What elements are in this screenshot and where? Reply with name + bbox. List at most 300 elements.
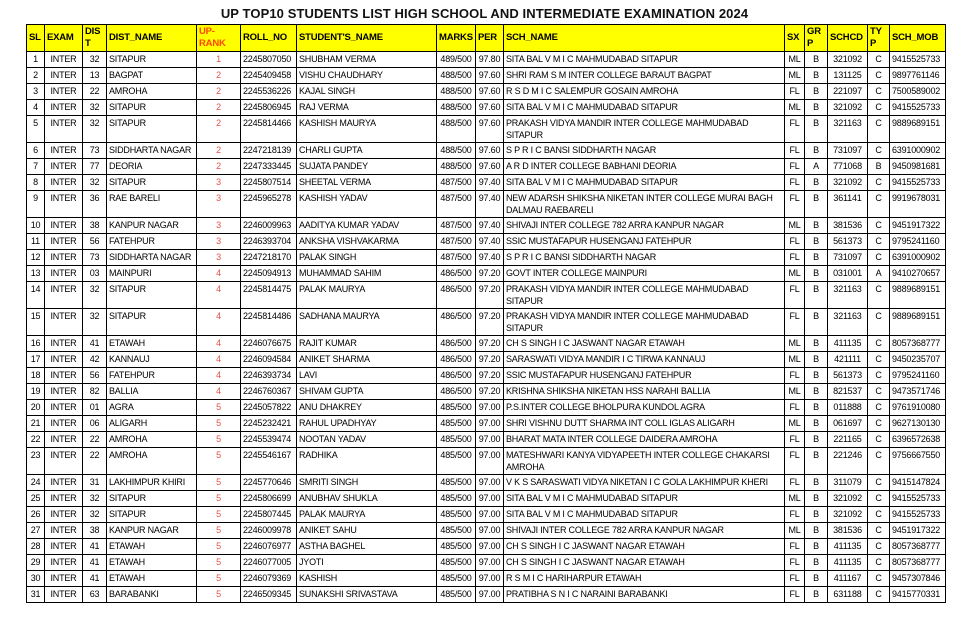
- cell-marks: 486/500: [437, 282, 476, 309]
- cell-marks: 485/500: [437, 432, 476, 448]
- cell-grp: B: [805, 475, 828, 491]
- cell-typ: C: [868, 100, 890, 116]
- cell-per: 97.80: [476, 52, 504, 68]
- cell-sx: FL: [785, 507, 805, 523]
- table-row: [27, 539, 946, 555]
- cell-sch-mob: 9415525733: [890, 175, 946, 191]
- cell-grp: B: [805, 507, 828, 523]
- table-row: [27, 400, 946, 416]
- cell-sch-mob: 9415525733: [890, 491, 946, 507]
- cell-per: 97.20: [476, 368, 504, 384]
- cell-sl: 14: [27, 282, 45, 309]
- cell-schcd: 361141: [828, 191, 868, 218]
- cell-dist-name: AMROHA: [107, 432, 197, 448]
- cell-up-rank: 3: [197, 234, 241, 250]
- cell-sch-name: CH S SINGH I C JASWANT NAGAR ETAWAH: [504, 336, 785, 352]
- cell-up-rank: 3: [197, 175, 241, 191]
- cell-up-rank: 5: [197, 523, 241, 539]
- cell-exam: INTER: [45, 218, 83, 234]
- cell-exam: INTER: [45, 84, 83, 100]
- cell-sch-name: PRAKASH VIDYA MANDIR INTER COLLEGE MAHMUDABAD SITAPUR: [504, 309, 785, 336]
- cell-dist: 01: [83, 400, 107, 416]
- cell-exam: INTER: [45, 100, 83, 116]
- cell-students-name: SHUBHAM VERMA: [297, 52, 437, 68]
- cell-dist-name: AGRA: [107, 400, 197, 416]
- cell-sch-mob: 8057368777: [890, 336, 946, 352]
- cell-schcd: 631188: [828, 587, 868, 603]
- cell-sl: 16: [27, 336, 45, 352]
- cell-typ: C: [868, 475, 890, 491]
- cell-students-name: SHIVAM GUPTA: [297, 384, 437, 400]
- cell-dist-name: SITAPUR: [107, 175, 197, 191]
- cell-up-rank: 4: [197, 368, 241, 384]
- cell-up-rank: 3: [197, 250, 241, 266]
- cell-dist: 41: [83, 571, 107, 587]
- cell-dist: 42: [83, 352, 107, 368]
- table-row: [27, 250, 946, 266]
- cell-students-name: KASHISH YADAV: [297, 191, 437, 218]
- cell-students-name: SMRITI SINGH: [297, 475, 437, 491]
- cell-sch-name: V K S SARASWATI VIDYA NIKETAN I C GOLA LAKHIMPUR KHERI: [504, 475, 785, 491]
- cell-per: 97.60: [476, 84, 504, 100]
- cell-dist: 41: [83, 336, 107, 352]
- cell-sx: FL: [785, 571, 805, 587]
- cell-schcd: 381536: [828, 218, 868, 234]
- cell-marks: 485/500: [437, 539, 476, 555]
- cell-sx: FL: [785, 191, 805, 218]
- cell-marks: 487/500: [437, 250, 476, 266]
- cell-schcd: 411135: [828, 539, 868, 555]
- cell-schcd: 731097: [828, 143, 868, 159]
- cell-per: 97.60: [476, 68, 504, 84]
- cell-roll-no: 2245814486: [241, 309, 297, 336]
- cell-sl: 4: [27, 100, 45, 116]
- cell-sch-mob: 9795241160: [890, 234, 946, 250]
- cell-up-rank: 2: [197, 143, 241, 159]
- cell-sx: FL: [785, 432, 805, 448]
- cell-dist-name: DEORIA: [107, 159, 197, 175]
- cell-up-rank: 5: [197, 448, 241, 475]
- cell-sch-name: PRAKASH VIDYA MANDIR INTER COLLEGE MAHMUDABAD SITAPUR: [504, 282, 785, 309]
- cell-sl: 6: [27, 143, 45, 159]
- cell-sl: 19: [27, 384, 45, 400]
- cell-per: 97.60: [476, 143, 504, 159]
- cell-sx: FL: [785, 587, 805, 603]
- cell-students-name: LAVI: [297, 368, 437, 384]
- cell-schcd: 321092: [828, 175, 868, 191]
- table-row: [27, 368, 946, 384]
- cell-up-rank: 5: [197, 571, 241, 587]
- cell-grp: B: [805, 84, 828, 100]
- cell-dist: 32: [83, 52, 107, 68]
- cell-marks: 485/500: [437, 416, 476, 432]
- cell-exam: INTER: [45, 175, 83, 191]
- cell-schcd: 411135: [828, 336, 868, 352]
- cell-sl: 23: [27, 448, 45, 475]
- cell-typ: C: [868, 352, 890, 368]
- table-row: [27, 448, 946, 475]
- cell-sch-name: SITA BAL V M I C MAHMUDABAD SITAPUR: [504, 100, 785, 116]
- cell-dist-name: SITAPUR: [107, 116, 197, 143]
- cell-roll-no: 2245409458: [241, 68, 297, 84]
- cell-dist: 73: [83, 143, 107, 159]
- cell-sch-name: BHARAT MATA INTER COLLEGE DAIDERA AMROHA: [504, 432, 785, 448]
- cell-per: 97.20: [476, 336, 504, 352]
- cell-exam: INTER: [45, 555, 83, 571]
- cell-sch-mob: 9415770331: [890, 587, 946, 603]
- table-row: [27, 384, 946, 400]
- cell-schcd: 221097: [828, 84, 868, 100]
- cell-marks: 487/500: [437, 191, 476, 218]
- cell-dist-name: SITAPUR: [107, 100, 197, 116]
- cell-grp: B: [805, 191, 828, 218]
- cell-sch-name: P.S.INTER COLLEGE BHOLPURA KUNDOL AGRA: [504, 400, 785, 416]
- cell-students-name: VISHU CHAUDHARY: [297, 68, 437, 84]
- cell-sch-name: SHIVAJI INTER COLLEGE 782 ARRA KANPUR NAGAR: [504, 218, 785, 234]
- cell-students-name: SUJATA PANDEY: [297, 159, 437, 175]
- cell-per: 97.40: [476, 250, 504, 266]
- cell-typ: C: [868, 539, 890, 555]
- cell-roll-no: 2245770646: [241, 475, 297, 491]
- cell-sl: 8: [27, 175, 45, 191]
- cell-marks: 488/500: [437, 84, 476, 100]
- cell-typ: C: [868, 309, 890, 336]
- cell-exam: INTER: [45, 266, 83, 282]
- cell-sx: FL: [785, 250, 805, 266]
- cell-schcd: 321092: [828, 507, 868, 523]
- cell-schcd: 061697: [828, 416, 868, 432]
- cell-typ: C: [868, 336, 890, 352]
- cell-dist: 32: [83, 507, 107, 523]
- cell-sx: FL: [785, 400, 805, 416]
- cell-dist: 22: [83, 432, 107, 448]
- table-row: [27, 523, 946, 539]
- table-row: [27, 159, 946, 175]
- cell-sch-mob: 9450981681: [890, 159, 946, 175]
- table-row: [27, 282, 946, 309]
- cell-up-rank: 2: [197, 116, 241, 143]
- cell-exam: INTER: [45, 368, 83, 384]
- cell-sl: 17: [27, 352, 45, 368]
- cell-grp: B: [805, 587, 828, 603]
- cell-grp: B: [805, 384, 828, 400]
- cell-grp: B: [805, 266, 828, 282]
- cell-students-name: ANU DHAKREY: [297, 400, 437, 416]
- cell-grp: B: [805, 175, 828, 191]
- cell-marks: 489/500: [437, 52, 476, 68]
- cell-sx: FL: [785, 116, 805, 143]
- cell-sx: ML: [785, 266, 805, 282]
- cell-sch-name: SSIC MUSTAFAPUR HUSENGANJ FATEHPUR: [504, 234, 785, 250]
- cell-sx: ML: [785, 336, 805, 352]
- cell-dist-name: AMROHA: [107, 448, 197, 475]
- column-header-exam: EXAM: [45, 25, 83, 52]
- table-row: [27, 218, 946, 234]
- cell-grp: B: [805, 218, 828, 234]
- cell-schcd: 321092: [828, 100, 868, 116]
- cell-grp: A: [805, 159, 828, 175]
- cell-sl: 28: [27, 539, 45, 555]
- column-header-per: PER: [476, 25, 504, 52]
- cell-sch-mob: 8057368777: [890, 539, 946, 555]
- cell-students-name: ANKSHA VISHVAKARMA: [297, 234, 437, 250]
- cell-sch-name: CH S SINGH I C JASWANT NAGAR ETAWAH: [504, 539, 785, 555]
- cell-marks: 485/500: [437, 523, 476, 539]
- table-row: [27, 587, 946, 603]
- cell-roll-no: 2245546167: [241, 448, 297, 475]
- cell-sl: 15: [27, 309, 45, 336]
- cell-sch-name: CH S SINGH I C JASWANT NAGAR ETAWAH: [504, 555, 785, 571]
- cell-dist-name: SITAPUR: [107, 52, 197, 68]
- cell-sch-mob: 9457307846: [890, 571, 946, 587]
- cell-schcd: 561373: [828, 234, 868, 250]
- cell-dist-name: ETAWAH: [107, 571, 197, 587]
- cell-grp: B: [805, 555, 828, 571]
- cell-sx: FL: [785, 84, 805, 100]
- cell-roll-no: 2246760367: [241, 384, 297, 400]
- cell-sch-name: PRATIBHA S N I C NARAINI BARABANKI: [504, 587, 785, 603]
- cell-sch-name: A R D INTER COLLEGE BABHANI DEORIA: [504, 159, 785, 175]
- cell-exam: INTER: [45, 523, 83, 539]
- cell-students-name: ANUBHAV SHUKLA: [297, 491, 437, 507]
- cell-schcd: 411167: [828, 571, 868, 587]
- table-row: [27, 143, 946, 159]
- cell-marks: 486/500: [437, 352, 476, 368]
- cell-sch-mob: 9451917322: [890, 523, 946, 539]
- cell-sch-mob: 7500589002: [890, 84, 946, 100]
- cell-per: 97.00: [476, 400, 504, 416]
- cell-sx: FL: [785, 282, 805, 309]
- cell-exam: INTER: [45, 143, 83, 159]
- cell-sx: ML: [785, 100, 805, 116]
- cell-per: 97.20: [476, 266, 504, 282]
- cell-up-rank: 2: [197, 100, 241, 116]
- cell-up-rank: 5: [197, 555, 241, 571]
- cell-marks: 486/500: [437, 368, 476, 384]
- cell-exam: INTER: [45, 475, 83, 491]
- cell-dist: 32: [83, 282, 107, 309]
- cell-sch-name: SHRI RAM S M INTER COLLEGE BARAUT BAGPAT: [504, 68, 785, 84]
- cell-up-rank: 5: [197, 587, 241, 603]
- students-table: [26, 24, 946, 603]
- cell-marks: 487/500: [437, 175, 476, 191]
- cell-typ: C: [868, 52, 890, 68]
- cell-roll-no: 2246509345: [241, 587, 297, 603]
- cell-roll-no: 2245814466: [241, 116, 297, 143]
- cell-grp: B: [805, 234, 828, 250]
- cell-dist: 32: [83, 116, 107, 143]
- cell-dist-name: KANPUR NAGAR: [107, 218, 197, 234]
- cell-roll-no: 2246077005: [241, 555, 297, 571]
- cell-typ: C: [868, 432, 890, 448]
- cell-roll-no: 2247218170: [241, 250, 297, 266]
- cell-sch-mob: 9451917322: [890, 218, 946, 234]
- cell-typ: C: [868, 523, 890, 539]
- cell-sch-mob: 9795241160: [890, 368, 946, 384]
- cell-schcd: 381536: [828, 523, 868, 539]
- cell-exam: INTER: [45, 448, 83, 475]
- cell-grp: B: [805, 400, 828, 416]
- cell-roll-no: 2246076675: [241, 336, 297, 352]
- cell-sch-name: GOVT INTER COLLEGE MAINPURI: [504, 266, 785, 282]
- cell-up-rank: 4: [197, 384, 241, 400]
- table-row: [27, 234, 946, 250]
- cell-sx: FL: [785, 309, 805, 336]
- table-row: [27, 571, 946, 587]
- cell-dist: 38: [83, 523, 107, 539]
- cell-marks: 485/500: [437, 587, 476, 603]
- cell-students-name: CHARLI GUPTA: [297, 143, 437, 159]
- cell-typ: C: [868, 68, 890, 84]
- column-header-sl: SL: [27, 25, 45, 52]
- cell-up-rank: 5: [197, 432, 241, 448]
- cell-sl: 27: [27, 523, 45, 539]
- column-header-sch-mob: SCH_MOB: [890, 25, 946, 52]
- cell-dist: 22: [83, 84, 107, 100]
- cell-sch-name: SHRI VISHNU DUTT SHARMA INT COLL IGLAS ALIGARH: [504, 416, 785, 432]
- cell-exam: INTER: [45, 384, 83, 400]
- cell-typ: C: [868, 84, 890, 100]
- cell-grp: B: [805, 52, 828, 68]
- cell-dist: 06: [83, 416, 107, 432]
- cell-dist: 41: [83, 539, 107, 555]
- cell-marks: 488/500: [437, 116, 476, 143]
- cell-sl: 5: [27, 116, 45, 143]
- cell-up-rank: 3: [197, 218, 241, 234]
- table-row: [27, 191, 946, 218]
- cell-sl: 10: [27, 218, 45, 234]
- cell-roll-no: 2246009963: [241, 218, 297, 234]
- cell-sch-mob: 9415525733: [890, 507, 946, 523]
- cell-grp: B: [805, 368, 828, 384]
- cell-sl: 22: [27, 432, 45, 448]
- cell-marks: 488/500: [437, 100, 476, 116]
- cell-roll-no: 2246076977: [241, 539, 297, 555]
- cell-students-name: ASTHA BAGHEL: [297, 539, 437, 555]
- cell-per: 97.00: [476, 571, 504, 587]
- cell-typ: C: [868, 191, 890, 218]
- cell-schcd: 311079: [828, 475, 868, 491]
- cell-sch-name: NEW ADARSH SHIKSHA NIKETAN INTER COLLEGE MURAI BAGH DALMAU RAEBARELI: [504, 191, 785, 218]
- cell-dist: 13: [83, 68, 107, 84]
- cell-grp: B: [805, 571, 828, 587]
- page-title: UP TOP10 STUDENTS LIST HIGH SCHOOL AND INTERMEDIATE EXAMINATION 2024: [220, 6, 749, 21]
- cell-per: 97.60: [476, 116, 504, 143]
- cell-students-name: PALAK SINGH: [297, 250, 437, 266]
- cell-exam: INTER: [45, 539, 83, 555]
- table-body: [27, 52, 946, 603]
- cell-dist-name: SITAPUR: [107, 491, 197, 507]
- cell-sx: ML: [785, 68, 805, 84]
- column-header-grp: GRP: [805, 25, 828, 52]
- cell-sch-name: PRAKASH VIDYA MANDIR INTER COLLEGE MAHMUDABAD SITAPUR: [504, 116, 785, 143]
- cell-per: 97.40: [476, 175, 504, 191]
- cell-sx: ML: [785, 52, 805, 68]
- cell-sch-name: SITA BAL V M I C MAHMUDABAD SITAPUR: [504, 175, 785, 191]
- cell-sch-name: SITA BAL V M I C MAHMUDABAD SITAPUR: [504, 507, 785, 523]
- cell-sl: 31: [27, 587, 45, 603]
- cell-dist: 36: [83, 191, 107, 218]
- cell-typ: C: [868, 282, 890, 309]
- cell-dist: 56: [83, 234, 107, 250]
- cell-up-rank: 5: [197, 507, 241, 523]
- table-row: [27, 266, 946, 282]
- cell-roll-no: 2246393704: [241, 234, 297, 250]
- cell-typ: C: [868, 507, 890, 523]
- cell-students-name: NOOTAN YADAV: [297, 432, 437, 448]
- cell-dist-name: KANNAUJ: [107, 352, 197, 368]
- cell-sch-mob: 9889689151: [890, 282, 946, 309]
- cell-typ: C: [868, 587, 890, 603]
- cell-up-rank: 2: [197, 68, 241, 84]
- cell-roll-no: 2245539474: [241, 432, 297, 448]
- cell-grp: B: [805, 309, 828, 336]
- cell-sch-name: SITA BAL V M I C MAHMUDABAD SITAPUR: [504, 52, 785, 68]
- cell-schcd: 411135: [828, 555, 868, 571]
- cell-roll-no: 2247333445: [241, 159, 297, 175]
- cell-per: 97.60: [476, 159, 504, 175]
- table-row: [27, 309, 946, 336]
- cell-sx: ML: [785, 491, 805, 507]
- cell-per: 97.00: [476, 507, 504, 523]
- cell-sl: 12: [27, 250, 45, 266]
- cell-exam: INTER: [45, 191, 83, 218]
- cell-per: 97.20: [476, 282, 504, 309]
- cell-per: 97.20: [476, 309, 504, 336]
- cell-marks: 485/500: [437, 555, 476, 571]
- cell-sch-mob: 9415525733: [890, 52, 946, 68]
- cell-schcd: 131125: [828, 68, 868, 84]
- cell-marks: 485/500: [437, 400, 476, 416]
- cell-dist-name: FATEHPUR: [107, 234, 197, 250]
- cell-grp: B: [805, 143, 828, 159]
- cell-marks: 488/500: [437, 68, 476, 84]
- cell-sl: 24: [27, 475, 45, 491]
- cell-up-rank: 3: [197, 191, 241, 218]
- table-row: [27, 491, 946, 507]
- cell-per: 97.20: [476, 384, 504, 400]
- cell-typ: C: [868, 250, 890, 266]
- cell-marks: 485/500: [437, 571, 476, 587]
- cell-marks: 486/500: [437, 384, 476, 400]
- cell-sx: FL: [785, 368, 805, 384]
- cell-students-name: PALAK MAURYA: [297, 282, 437, 309]
- cell-sch-name: SARASWATI VIDYA MANDIR I C TIRWA KANNAUJ: [504, 352, 785, 368]
- cell-sch-mob: 8057368777: [890, 555, 946, 571]
- cell-roll-no: 2245806699: [241, 491, 297, 507]
- cell-typ: A: [868, 266, 890, 282]
- cell-roll-no: 2246393734: [241, 368, 297, 384]
- cell-roll-no: 2245807514: [241, 175, 297, 191]
- cell-exam: INTER: [45, 68, 83, 84]
- cell-marks: 488/500: [437, 159, 476, 175]
- column-header-schcd: SCHCD: [828, 25, 868, 52]
- cell-dist: 63: [83, 587, 107, 603]
- cell-sch-name: KRISHNA SHIKSHA NIKETAN HSS NARAHI BALLIA: [504, 384, 785, 400]
- cell-sch-name: SHIVAJI INTER COLLEGE 782 ARRA KANPUR NAGAR: [504, 523, 785, 539]
- table-row: [27, 84, 946, 100]
- cell-grp: B: [805, 100, 828, 116]
- cell-dist-name: SITAPUR: [107, 309, 197, 336]
- cell-dist: 56: [83, 368, 107, 384]
- cell-sch-name: S P R I C BANSI SIDDHARTH NAGAR: [504, 250, 785, 266]
- cell-roll-no: 2245814475: [241, 282, 297, 309]
- cell-roll-no: 2245232421: [241, 416, 297, 432]
- table-row: [27, 68, 946, 84]
- cell-roll-no: 2245094913: [241, 266, 297, 282]
- cell-students-name: ANIKET SHARMA: [297, 352, 437, 368]
- cell-schcd: 321092: [828, 52, 868, 68]
